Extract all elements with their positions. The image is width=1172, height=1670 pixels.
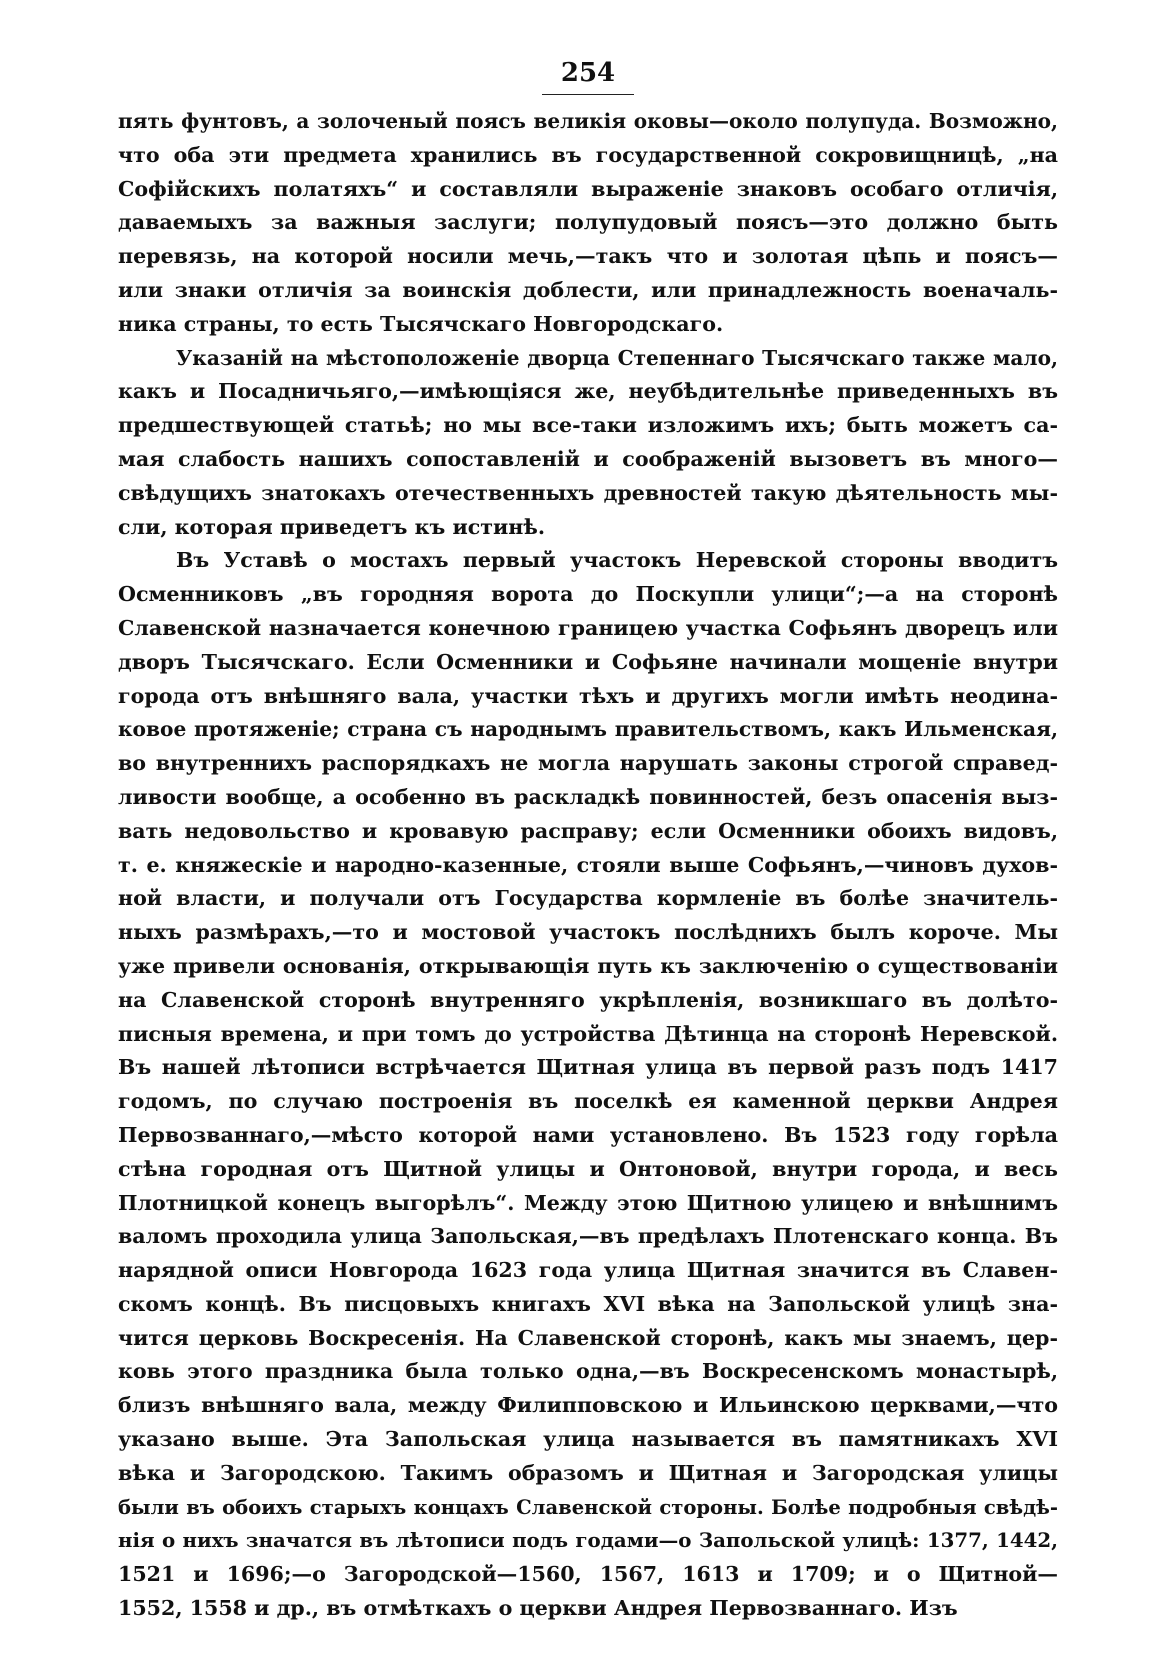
text-line: 1552, 1558 и др., въ отмѣткахъ о церкви Андрея Первозваннаго. Изъ xyxy=(118,1596,958,1621)
paragraph xyxy=(118,105,1058,342)
text-line: чится церковь Воскресенія. На Славенской сторонѣ, какъ мы знаемъ, цер- xyxy=(118,1325,1058,1350)
text-line: скомъ концѣ. Въ писцовыхъ книгахъ XVI вѣка на Запольской улицѣ зна- xyxy=(118,1291,1058,1316)
text-line: Указаній на мѣстоположеніе дворца Степеннаго Тысячскаго также мало, xyxy=(176,345,1058,370)
text-line: предшествующей статьѣ; но мы все-таки изложимъ ихъ; быть можетъ са- xyxy=(118,413,1058,438)
text-line: нія о нихъ значатся въ лѣтописи подъ годами—о Запольской улицѣ: 1377, 1442, xyxy=(118,1528,1058,1553)
text-line: ковое протяженіе; страна съ народнымъ правительствомъ, какъ Ильменская, xyxy=(118,717,1058,742)
text-line: т. е. княжескіе и народно-казенные, стояли выше Софьянъ,—чиновъ духов- xyxy=(118,852,1058,877)
text-line: города отъ внѣшняго вала, участки тѣхъ и другихъ могли имѣть неодина- xyxy=(118,683,1058,708)
text-line: или знаки отличія за воинскія доблести, или принадлежность военачаль- xyxy=(118,277,1058,302)
text-line: дворъ Тысячскаго. Если Осменники и Софьяне начинали мощеніе внутри xyxy=(118,649,1058,674)
text-line: Софійскихъ полатяхъ“ и составляли выраженіе знаковъ особаго отличія, xyxy=(118,176,1058,201)
text-line: сли, которая приведетъ къ истинѣ. xyxy=(118,514,546,539)
text-line: близъ внѣшняго вала, между Филипповскою и Ильинскою церквами,—что xyxy=(118,1393,1058,1418)
text-line: годомъ, по случаю построенія въ поселкѣ ея каменной церкви Андрея xyxy=(118,1089,1058,1114)
text-line: свѣдущихъ знатокахъ отечественныхъ древностей такую дѣятельность мы- xyxy=(118,480,1058,505)
text-line: Въ Уставѣ о мостахъ первый участокъ Неревской стороны вводитъ xyxy=(176,548,1058,573)
text-line: вать недовольство и кровавую расправу; если Осменники обоихъ видовъ, xyxy=(118,818,1058,843)
book-page xyxy=(118,58,1058,1626)
text-line: на Славенской сторонѣ внутренняго укрѣпленія, возникшаго въ долѣто- xyxy=(118,987,1058,1012)
text-line: нарядной описи Новгорода 1623 года улица Щитная значится въ Славен- xyxy=(118,1258,1058,1283)
body-text xyxy=(118,105,1058,1626)
text-line: ливости вообще, а особенно въ раскладкѣ повинностей, безъ опасенія выз- xyxy=(118,784,1058,809)
text-line: ковь этого праздника была только одна,—въ Воскресенскомъ монастырѣ, xyxy=(118,1359,1058,1384)
text-line: во внутреннихъ распорядкахъ не могла нарушать законы строгой справед- xyxy=(118,751,1058,776)
text-line: 1521 и 1696;—о Загородской—1560, 1567, 1613 и 1709; и о Щитной— xyxy=(118,1562,1058,1587)
paragraph xyxy=(118,342,1058,545)
text-line: ной власти, и получали отъ Государства кормленіе въ болѣе значитель- xyxy=(118,886,1058,911)
text-line: Славенской назначается конечною границею участка Софьянъ дворецъ или xyxy=(118,615,1058,640)
text-line: даваемыхъ за важныя заслуги; полупудовый поясъ—это должно быть xyxy=(118,210,1058,235)
text-line: Плотницкой конецъ выгорѣлъ“. Между этою Щитною улицею и внѣшнимъ xyxy=(118,1190,1058,1215)
text-line: были въ обоихъ старыхъ концахъ Славенской стороны. Болѣе подробныя свѣдѣ- xyxy=(118,1495,1058,1519)
paragraph xyxy=(118,544,1058,1626)
text-line: что оба эти предмета хранились въ государственной сокровищницѣ, „на xyxy=(118,142,1058,167)
text-line: валомъ проходила улица Запольская,—въ предѣлахъ Плотенскаго конца. Въ xyxy=(118,1224,1058,1249)
text-line: пять фунтовъ, а золоченый поясъ великія оковы—около полупуда. Возможно, xyxy=(118,109,1058,133)
page-number-rule xyxy=(542,94,634,95)
text-line: ныхъ размѣрахъ,—то и мостовой участокъ послѣднихъ былъ короче. Мы xyxy=(118,920,1058,945)
text-line: Осменниковъ „въ городняя ворота до Поскупли улици“;—а на сторонѣ xyxy=(118,582,1058,607)
text-line: писныя времена, и при томъ до устройства Дѣтинца на сторонѣ Неревской. xyxy=(118,1021,1058,1046)
text-line: какъ и Посадничьяго,—имѣющіяся же, неубѣдительнѣе приведенныхъ въ xyxy=(118,379,1058,404)
text-line: указано выше. Эта Запольская улица называется въ памятникахъ XVI xyxy=(118,1427,1058,1452)
text-line: ника страны, то есть Тысячскаго Новгородскаго. xyxy=(118,311,724,336)
text-line: Въ нашей лѣтописи встрѣчается Щитная улица въ первой разъ подъ 1417 xyxy=(118,1055,1058,1080)
text-line: стѣна городная отъ Щитной улицы и Онтоновой, внутри города, и весь xyxy=(118,1156,1058,1181)
text-line: мая слабость нашихъ сопоставленій и соображеній вызоветъ въ много— xyxy=(118,446,1058,471)
text-line: перевязь, на которой носили мечь,—такъ что и золотая цѣпь и поясъ— xyxy=(118,244,1058,269)
text-line: вѣка и Загородскою. Такимъ образомъ и Щитная и Загородская улицы xyxy=(118,1460,1058,1485)
text-line: Первозваннаго,—мѣсто которой нами установлено. Въ 1523 году горѣла xyxy=(118,1122,1058,1147)
page-number: 254 xyxy=(560,58,616,88)
text-line: уже привели основанія, открывающія путь къ заключенію о существованіи xyxy=(118,953,1058,978)
